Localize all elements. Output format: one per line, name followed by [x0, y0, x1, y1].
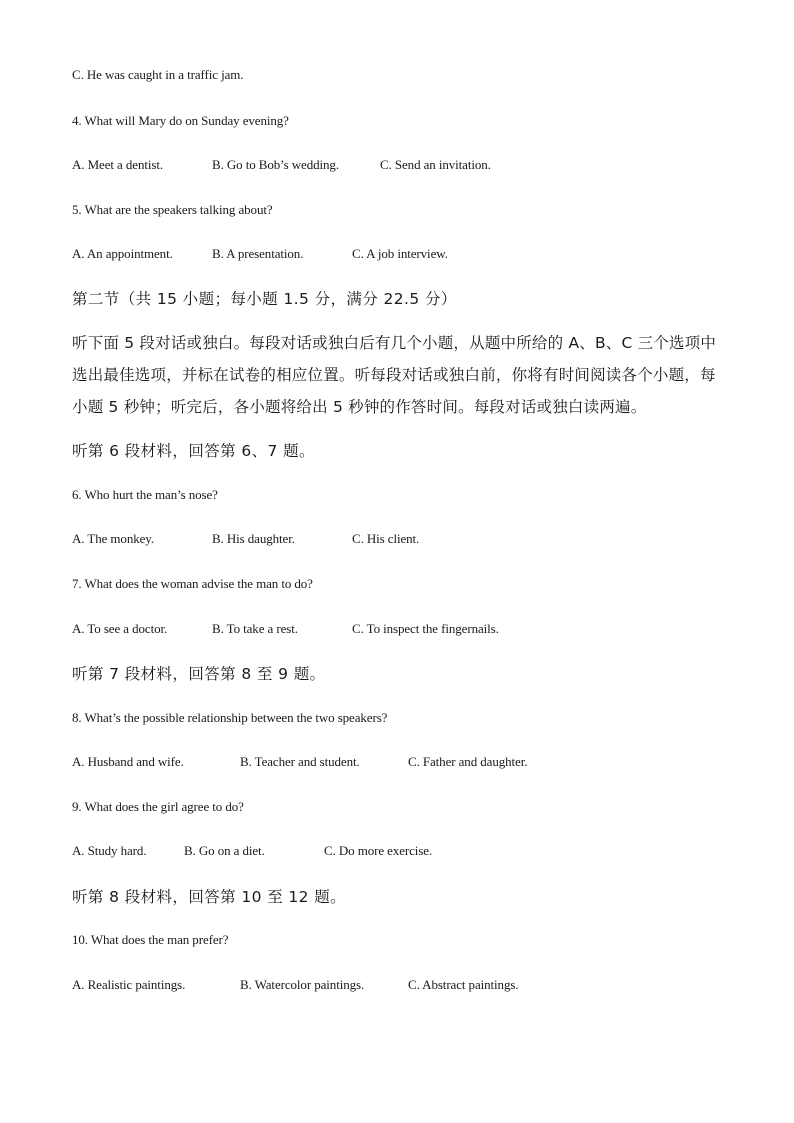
- question-5-option-b: B. A presentation.: [212, 246, 304, 261]
- question-6-option-b: B. His daughter.: [212, 531, 295, 546]
- question-8-option-c: C. Father and daughter.: [408, 754, 528, 769]
- question-7-text: 7. What does the woman advise the man to do?: [72, 576, 313, 591]
- question-10-option-c: C. Abstract paintings.: [408, 977, 519, 992]
- material-8-heading: 听第 8 段材料，回答第 10 至 12 题。: [72, 888, 347, 906]
- question-3-option-c: C. He was caught in a traffic jam.: [72, 67, 244, 82]
- question-4-option-a: A. Meet a dentist.: [72, 157, 163, 172]
- question-9-option-c: C. Do more exercise.: [324, 843, 433, 858]
- section-2-instructions: 听下面 5 段对话或独白。每段对话或独白后有几个小题，从题中所给的 A、B、C 三个选项中选出最佳选项，并标在试卷的相应位置。听每段对话或独白前，你将有时间阅读各个小题，每小题 5 秒钟；听完后，各小题将给出 5 秒钟的作答时间。每段对话或独白读两遍。: [72, 334, 717, 416]
- question-10-option-b: B. Watercolor paintings.: [240, 977, 365, 992]
- question-5-option-a: A. An appointment.: [72, 246, 173, 261]
- question-9-option-b: B. Go on a diet.: [184, 843, 265, 858]
- question-6-option-c: C. His client.: [352, 531, 420, 546]
- question-9-text: 9. What does the girl agree to do?: [72, 799, 244, 814]
- material-7-heading: 听第 7 段材料，回答第 8 至 9 题。: [72, 665, 326, 683]
- question-6-option-a: A. The monkey.: [72, 531, 155, 546]
- section-2-title: 第二节（共 15 小题；每小题 1.5 分，满分 22.5 分）: [72, 290, 457, 308]
- question-10-option-a: A. Realistic paintings.: [72, 977, 186, 992]
- material-6-heading: 听第 6 段材料，回答第 6、7 题。: [72, 442, 315, 460]
- question-10-text: 10. What does the man prefer?: [72, 932, 229, 947]
- question-5-text: 5. What are the speakers talking about?: [72, 202, 273, 217]
- question-8-option-b: B. Teacher and student.: [240, 754, 360, 769]
- question-4-text: 4. What will Mary do on Sunday evening?: [72, 113, 289, 128]
- question-4-option-c: C. Send an invitation.: [380, 157, 491, 172]
- question-7-option-b: B. To take a rest.: [212, 621, 298, 636]
- question-5-option-c: C. A job interview.: [352, 246, 448, 261]
- question-8-option-a: A. Husband and wife.: [72, 754, 184, 769]
- question-6-text: 6. Who hurt the man’s nose?: [72, 487, 218, 502]
- question-7-option-c: C. To inspect the fingernails.: [352, 621, 499, 636]
- question-9-option-a: A. Study hard.: [72, 843, 147, 858]
- question-8-text: 8. What’s the possible relationship between the two speakers?: [72, 710, 388, 725]
- question-7-option-a: A. To see a doctor.: [72, 621, 168, 636]
- question-4-option-b: B. Go to Bob’s wedding.: [212, 157, 339, 172]
